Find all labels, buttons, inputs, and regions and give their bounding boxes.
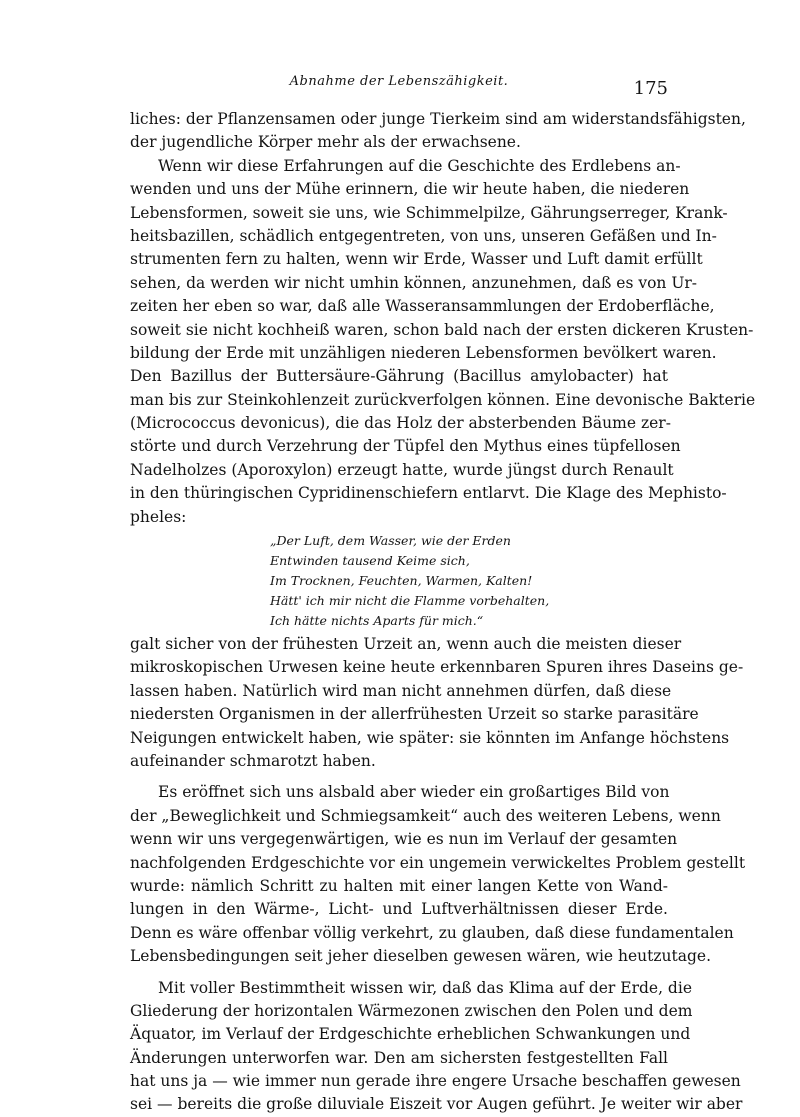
- text-line: sehen, da werden wir nicht umhin können, anzunehmen, daß es von Ur-: [130, 273, 698, 292]
- text-line: Lebensbedingungen seit jeher dieselben gewesen wären, wie heutzutage.: [130, 947, 712, 966]
- text-line: nachfolgenden Erdgeschichte vor ein ungemein verwickeltes Problem gestellt: [130, 853, 746, 872]
- text-line: galt sicher von der frühesten Urzeit an, wenn auch die meisten dieser: [130, 635, 682, 654]
- text-line: Nadelholzes (Aporoxylon) erzeugt hatte, wurde jüngst durch Renault: [130, 460, 674, 479]
- text-line: (Micrococcus devonicus), die das Holz der absterbenden Bäume zer-: [130, 414, 671, 433]
- body-text: [130, 108, 756, 1117]
- text-line: wenn wir uns vergegenwärtigen, wie es nun im Verlauf der gesamten: [130, 830, 678, 849]
- running-head: Abnahme der Lebenszähigkeit.: [289, 74, 509, 89]
- text-line: Neigungen entwickelt haben, wie später: sie könnten im Anfange höchstens: [130, 728, 730, 747]
- verse-line: „Der Luft, dem Wasser, wie der Erden: [270, 533, 511, 549]
- text-line: Es eröffnet sich uns alsbald aber wieder ein großartiges Bild von: [158, 783, 670, 802]
- text-line: zeiten her eben so war, daß alle Wasseransammlungen der Erdoberfläche,: [130, 297, 715, 316]
- text-line: mikroskopischen Urwesen keine heute erkennbaren Spuren ihres Daseins ge-: [130, 658, 744, 677]
- text-line: Den Bazillus der Buttersäure-Gährung (Bacillus amylobacter) hat: [130, 367, 668, 386]
- page-number: 175: [633, 78, 668, 99]
- text-line: bildung der Erde mit unzähligen niederen Lebensformen bevölkert waren.: [130, 343, 717, 362]
- text-line: Lebensformen, soweit sie uns, wie Schimmelpilze, Gährungserreger, Krank-: [130, 203, 728, 222]
- text-line: pheles:: [130, 507, 187, 526]
- text-line: lungen in den Wärme-, Licht- und Luftverhältnissen dieser Erde.: [130, 900, 668, 919]
- text-line: Mit voller Bestimmtheit wissen wir, daß das Klima auf der Erde, die: [158, 978, 692, 997]
- text-line: hat uns ja — wie immer nun gerade ihre engere Ursache beschaffen gewesen: [130, 1072, 741, 1091]
- text-line: Gliederung der horizontalen Wärmezonen zwischen den Polen und dem: [130, 1001, 693, 1020]
- text-line: aufeinander schmarotzt haben.: [130, 751, 376, 770]
- paragraph-2: [130, 155, 756, 529]
- paragraph-1: [130, 108, 746, 155]
- text-line: wenden und uns der Mühe erinnern, die wir heute haben, die niederen: [130, 180, 690, 199]
- text-line: Änderungen unterworfen war. Den am sichersten festgestellten Fall: [130, 1048, 668, 1067]
- text-line: liches: der Pflanzensamen oder junge Tierkeim sind am widerstandsfähigsten,: [130, 110, 746, 128]
- text-line: heitsbazillen, schädlich entgegentreten, von uns, unseren Gefäßen und In-: [130, 226, 717, 245]
- text-line: der „Beweglichkeit und Schmiegsamkeit“ auch des weiteren Lebens, wenn: [130, 806, 721, 825]
- text-line: störte und durch Verzehrung der Tüpfel den Mythus eines tüpfellosen: [130, 437, 681, 456]
- text-line: wurde: nämlich Schritt zu halten mit einer langen Kette von Wand-: [130, 876, 668, 895]
- text-line: sei — bereits die große diluviale Eiszeit vor Augen geführt. Je weiter wir aber: [130, 1095, 743, 1114]
- verse-line: Entwinden tausend Keime sich,: [270, 553, 470, 569]
- text-line: man bis zur Steinkohlenzeit zurückverfolgen können. Eine devonische Bakterie: [130, 390, 756, 409]
- text-line: in den thüringischen Cypridinenschiefern entlarvt. Die Klage des Mephisto-: [130, 484, 727, 503]
- paragraph-5: [130, 977, 743, 1117]
- text-line: Denn es wäre offenbar völlig verkehrt, zu glauben, daß diese fundamentalen: [130, 923, 734, 942]
- verse-line: Hätt' ich mir nicht die Flamme vorbehalten,: [270, 593, 550, 609]
- text-line: niedersten Organismen in der allerfrühesten Urzeit so starke parasitäre: [130, 705, 699, 724]
- text-line: Wenn wir diese Erfahrungen auf die Geschichte des Erdlebens an-: [158, 156, 681, 175]
- text-line: strumenten fern zu halten, wenn wir Erde, Wasser und Luft damit erfüllt: [130, 250, 703, 269]
- verse-quote: [270, 531, 668, 631]
- paragraph-4: [130, 781, 746, 968]
- page-header: [130, 68, 668, 98]
- paragraph-3: [130, 633, 744, 773]
- text-line: Äquator, im Verlauf der Erdgeschichte erheblichen Schwankungen und: [130, 1025, 691, 1044]
- verse-line: Ich hätte nichts Aparts für mich.“: [270, 613, 484, 629]
- verse-line: Im Trocknen, Feuchten, Warmen, Kalten!: [270, 573, 533, 589]
- text-line: soweit sie nicht kochheiß waren, schon bald nach der ersten dickeren Krusten-: [130, 320, 754, 339]
- text-line: der jugendliche Körper mehr als der erwachsene.: [130, 133, 521, 152]
- text-line: lassen haben. Natürlich wird man nicht annehmen dürfen, daß diese: [130, 681, 672, 700]
